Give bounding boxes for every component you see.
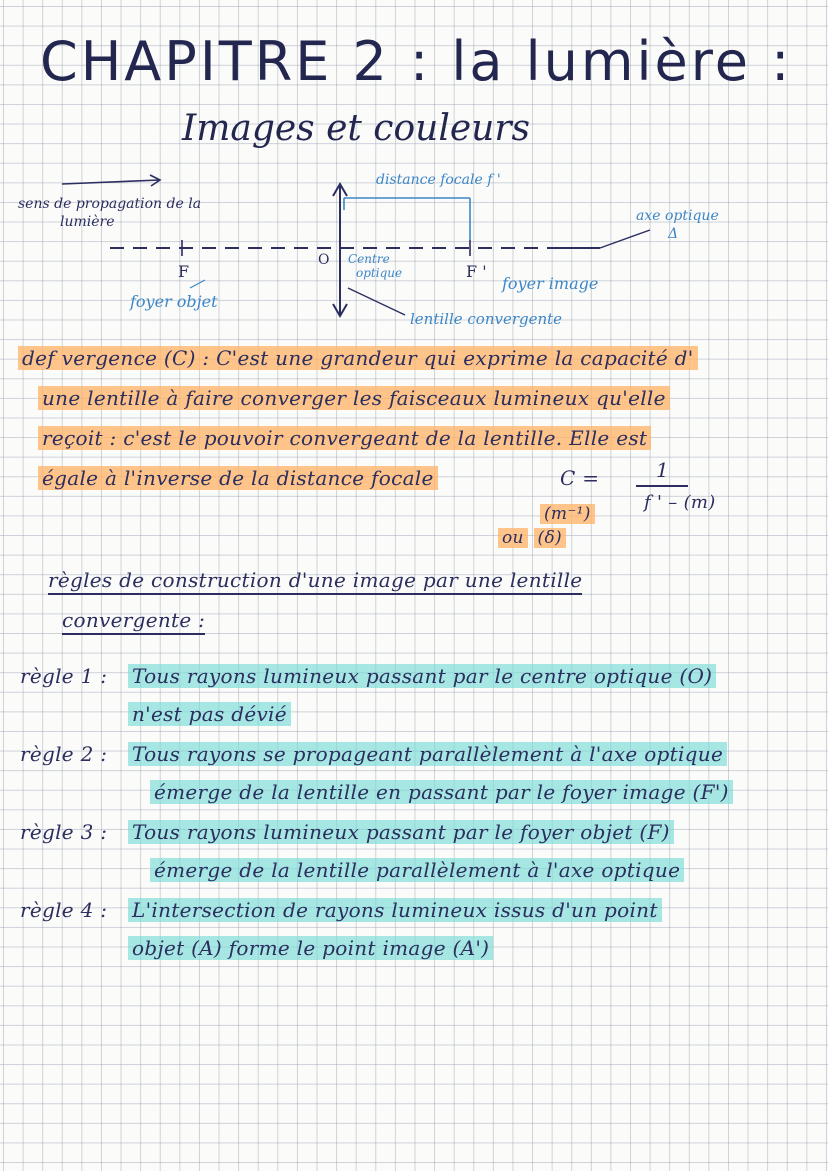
unit-alternatives: ou (δ) bbox=[498, 528, 566, 548]
definition-line-2 bbox=[38, 386, 670, 410]
chapter-subtitle: Images et couleurs bbox=[182, 108, 531, 149]
rule-1-label: règle 1 : bbox=[20, 664, 108, 688]
rule-4-line-2: objet (A) forme le point image (A') bbox=[128, 936, 493, 960]
rule-4-line-1: L'intersection de rayons lumineux issus d'un point bbox=[128, 898, 662, 922]
unit-m-inverse: (m⁻¹) bbox=[540, 504, 595, 524]
rule-2-line-1: Tous rayons se propageant parallèlement à l'axe optique bbox=[128, 742, 727, 766]
chapter-title: CHAPITRE 2 : la lumière : bbox=[40, 30, 793, 93]
delta-symbol: Δ bbox=[668, 226, 679, 242]
definition-line-1-text: def vergence (C) : C'est une grandeur qui exprime la capacité d' bbox=[18, 346, 698, 370]
point-f-label: F bbox=[178, 262, 190, 281]
fraction-bar bbox=[636, 485, 688, 487]
rule-4-label: règle 4 : bbox=[20, 898, 108, 922]
propagation-label-1: sens de propagation de la bbox=[18, 196, 202, 212]
definition-line-4-text: égale à l'inverse de la distance focale bbox=[38, 466, 438, 490]
optical-center-label-2: optique bbox=[356, 266, 403, 280]
propagation-label-2: lumière bbox=[60, 214, 115, 230]
focal-distance-label: distance focale f ' bbox=[376, 172, 501, 188]
optical-center-label-1: Centre bbox=[348, 252, 390, 266]
axis-pointer bbox=[600, 230, 650, 248]
object-focus-label: foyer objet bbox=[130, 292, 218, 311]
rules-heading-line-1: règles de construction d'une image par une lentille bbox=[48, 568, 582, 592]
converging-lens-label: lentille convergente bbox=[410, 310, 563, 328]
rule-1-line-1: Tous rayons lumineux passant par le centre optique (O) bbox=[128, 664, 716, 688]
point-f-prime-label: F ' bbox=[466, 262, 487, 281]
image-focus-label: foyer image bbox=[502, 274, 599, 293]
formula-denominator: f ' – (m) bbox=[644, 492, 716, 513]
rule-3-line-2: émerge de la lentille parallèlement à l'axe optique bbox=[150, 858, 684, 882]
rule-2-line-2: émerge de la lentille en passant par le foyer image (F') bbox=[150, 780, 733, 804]
rule-2-label: règle 2 : bbox=[20, 742, 108, 766]
rule-3-label: règle 3 : bbox=[20, 820, 108, 844]
optical-axis-label: axe optique bbox=[636, 208, 719, 224]
point-o-label: O bbox=[318, 252, 330, 268]
rule-1-line-2: n'est pas dévié bbox=[128, 702, 291, 726]
formula-c: C = bbox=[560, 466, 600, 490]
rule-3-line-1: Tous rayons lumineux passant par le foyer objet (F) bbox=[128, 820, 674, 844]
lens-pointer bbox=[348, 288, 405, 315]
definition-line-1 bbox=[18, 346, 698, 370]
definition-line-3-text: reçoit : c'est le pouvoir convergeant de la lentille. Elle est bbox=[38, 426, 651, 450]
propagation-arrow-line bbox=[62, 180, 160, 184]
formula-numerator: 1 bbox=[656, 458, 670, 482]
definition-line-4 bbox=[38, 466, 438, 490]
rules-heading-line-2: convergente : bbox=[62, 608, 205, 632]
definition-line-3 bbox=[38, 426, 651, 450]
definition-line-2-text: une lentille à faire converger les faisceaux lumineux qu'elle bbox=[38, 386, 670, 410]
